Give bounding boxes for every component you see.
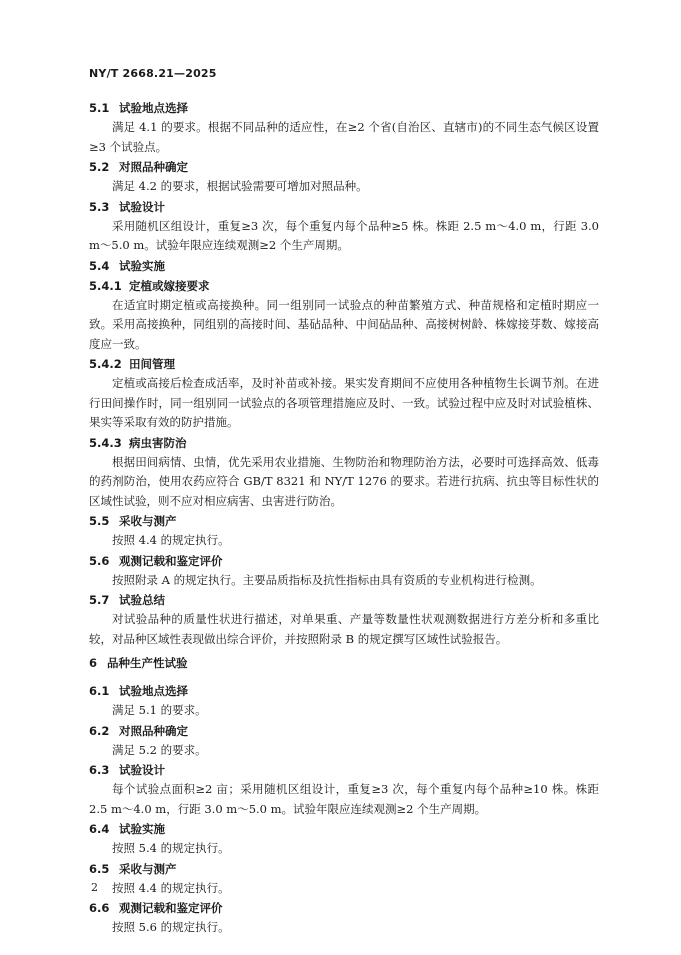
section-number: 5.1 [89, 101, 110, 115]
paragraph: 根据田间病情、虫情，优先采用农业措施、生物防治和物理防治方法，必要时可选择高效、低毒的药剂防治，使用农药应符合 GB/T 8321 和 NY/T 1276 的要求。若进行抗病、抗虫等目标性状的区域性试验，则不应对相应病害、虫害进行防治。 [89, 454, 599, 508]
section-title: 对照品种确定 [119, 160, 188, 174]
section-number: 6.3 [89, 763, 110, 777]
section-title: 对照品种确定 [119, 723, 188, 738]
section-heading [89, 590, 599, 610]
section-title: 观测记载和鉴定评价 [119, 901, 223, 915]
section-heading [89, 653, 599, 673]
paragraph: 按照 4.4 的规定执行。 [112, 533, 230, 547]
section-title: 试验地点选择 [119, 101, 188, 115]
section-heading [89, 276, 599, 296]
paragraph: 采用随机区组设计，重复≥3 次，每个重复内每个品种≥5 株。株距 2.5 m～4.0 m，行距 3.0 m～5.0 m。试验年限应连续观测≥2 个生产周期。 [89, 218, 599, 252]
section-number: 5.2 [89, 160, 110, 174]
section-number: 5.4.3 [89, 435, 122, 450]
page-number: 2 [91, 881, 98, 894]
section-heading [89, 256, 599, 276]
section-number: 5.3 [89, 199, 110, 214]
paragraph: 按照 5.6 的规定执行。 [112, 920, 230, 934]
section-heading [89, 197, 599, 217]
section-heading [89, 760, 599, 780]
section-heading [89, 551, 599, 571]
paragraph: 满足 5.1 的要求。 [112, 703, 207, 717]
standard-code-header: NY/T 2668.21—2025 [89, 67, 217, 80]
section-heading [89, 157, 599, 177]
paragraph: 满足 4.1 的要求。根据不同品种的适应性，在≥2 个省(自治区、直辖市)的不同生态气候区设置≥3 个试验点。 [89, 120, 599, 154]
section-number: 5.4 [89, 258, 110, 273]
section-title: 试验实施 [119, 822, 165, 836]
paragraph: 在适宜时期定植或高接换种。同一组别同一试验点的种苗繁殖方式、种苗规格和定植时期应一致。采用高接换种，同组别的高接时间、基砧品种、中间砧品种、高接树树龄、株嫁接芽数、嫁接高度应一致。 [89, 297, 599, 351]
section-number: 6.4 [89, 822, 110, 836]
section-title: 定植或嫁接要求 [129, 278, 210, 293]
section-number: 6.6 [89, 901, 110, 915]
section-title: 采收与测产 [119, 514, 177, 528]
paragraph: 定植或高接后检查成活率，及时补苗或补接。果实发育期间不应使用各种植物生长调节剂。在进行田间操作时，同一组别同一试验点的各项管理措施应及时、一致。试验过程中应及时对试验植株、果实等采取有效的防护措施。 [89, 376, 599, 429]
document-body [89, 98, 599, 938]
section-number: 6.2 [89, 723, 110, 738]
paragraph: 满足 5.2 的要求。 [112, 742, 207, 757]
section-title: 采收与测产 [119, 861, 177, 876]
section-title: 品种生产性试验 [107, 656, 188, 670]
section-title: 试验地点选择 [119, 684, 188, 698]
section-heading [89, 859, 599, 879]
paragraph: 按照附录 A 的规定执行。主要品质指标及抗性指标由具有资质的专业机构进行检测。 [112, 572, 542, 587]
section-heading [89, 511, 599, 531]
section-number: 6.5 [89, 861, 110, 876]
paragraph: 按照 5.4 的规定执行。 [112, 841, 230, 855]
section-heading [89, 898, 599, 918]
section-heading [89, 98, 599, 118]
section-title: 病虫害防治 [129, 435, 187, 450]
section-title: 观测记载和鉴定评价 [119, 553, 223, 568]
section-heading [89, 354, 599, 374]
section-title: 试验设计 [119, 199, 165, 214]
section-number: 5.7 [89, 593, 110, 607]
section-heading [89, 681, 599, 701]
section-number: 5.4.2 [89, 357, 122, 371]
section-title: 试验总结 [119, 593, 165, 607]
section-number: 6 [89, 656, 98, 670]
paragraph: 满足 4.2 的要求，根据试验需要可增加对照品种。 [112, 179, 368, 193]
section-heading [89, 819, 599, 839]
section-title: 试验设计 [119, 763, 165, 777]
section-heading [89, 433, 599, 453]
section-heading [89, 721, 599, 741]
paragraph: 每个试验点面积≥2 亩；采用随机区组设计，重复≥3 次，每个重复内每个品种≥10 株。株距2.5 m～4.0 m，行距 3.0 m～5.0 m。试验年限应连续观测≥2 个生产周期。 [89, 782, 599, 816]
section-number: 5.4.1 [89, 278, 122, 293]
section-number: 5.6 [89, 553, 110, 568]
section-title: 田间管理 [129, 357, 175, 371]
section-number: 5.5 [89, 514, 110, 528]
section-title: 试验实施 [119, 258, 165, 273]
section-number: 6.1 [89, 684, 110, 698]
paragraph: 对试验品种的质量性状进行描述，对单果重、产量等数量性状观测数据进行方差分析和多重比较，对品种区域性表现做出综合评价，并按照附录 B 的规定撰写区域性试验报告。 [89, 612, 599, 646]
paragraph: 按照 4.4 的规定执行。 [112, 880, 230, 895]
